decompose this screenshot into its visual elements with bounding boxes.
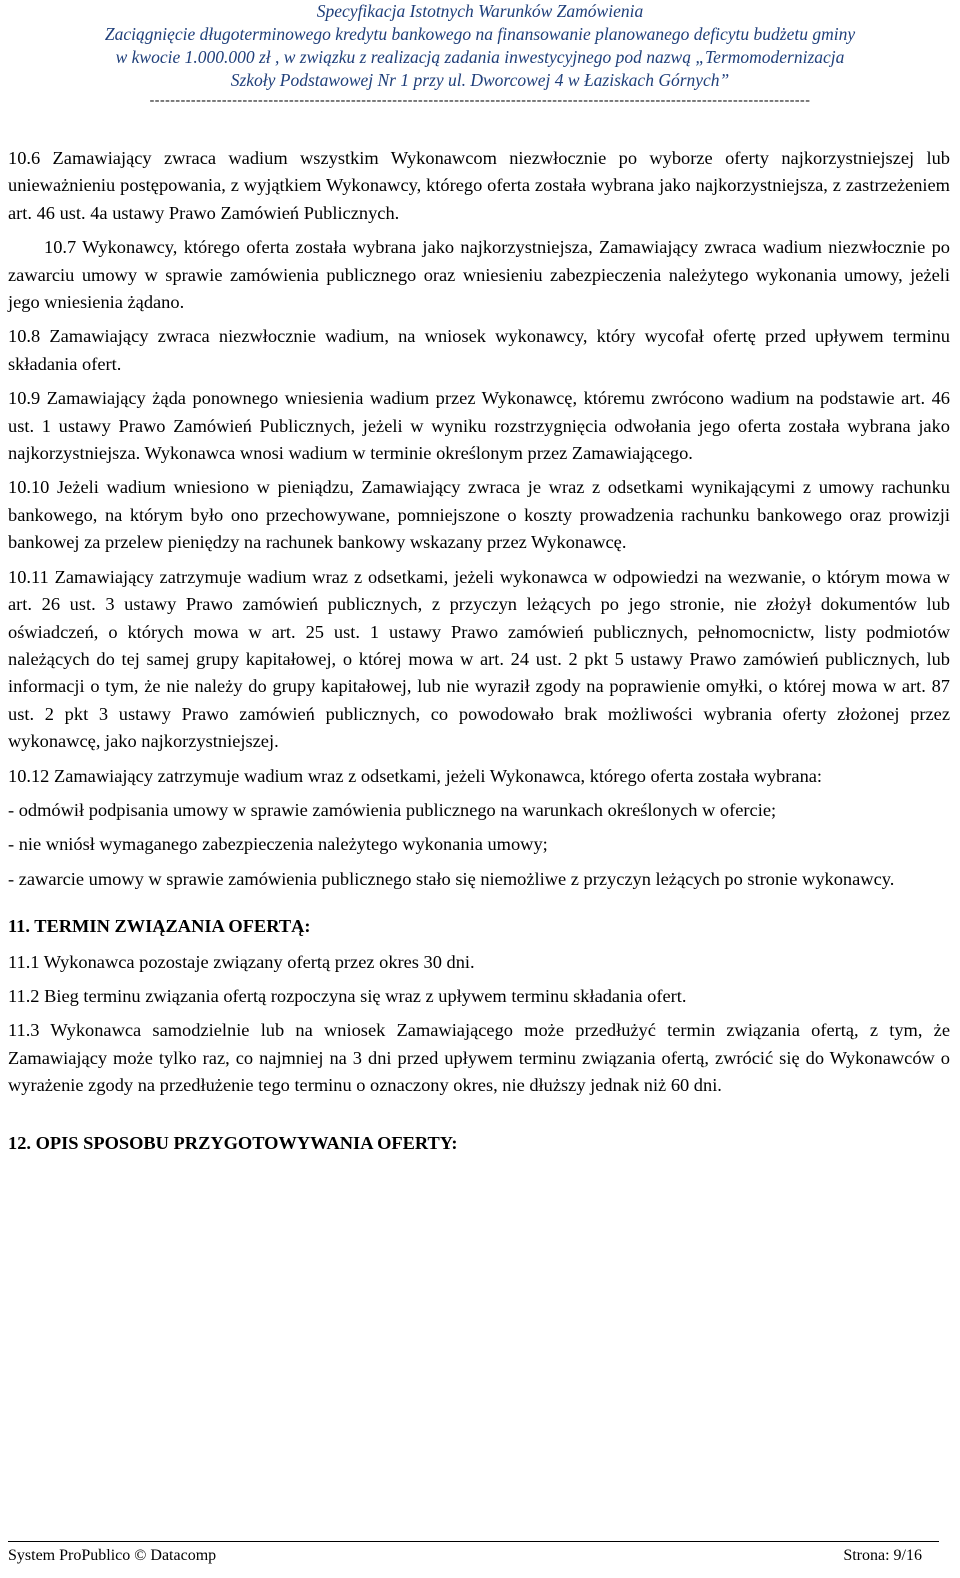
paragraph-10-7: 10.7 Wykonawcy, którego oferta została wybrana jako najkorzystniejsza, Zamawiający zwraca wadium niezwłocznie po zawarciu umowy w sprawie zamówienia publicznego oraz wniesieniu zabezpieczenia należytego wykonania umowy, jeżeli jego wniesienia żądano. — [8, 237, 950, 313]
header-title: Specyfikacja Istotnych Warunków Zamówienia — [316, 1, 644, 21]
footer-system-label: System ProPublico © Datacomp — [8, 1547, 217, 1564]
paragraph-11-3: 11.3 Wykonawca samodzielnie lub na wniosek Zamawiającego może przedłużyć termin związania ofertą, z tym, że Zamawiający może tylko raz, co najmniej na 3 dni przed upływem terminu związania ofertą, zwrócić się do Wykonawców o wyrażenie zgody na przedłużenie tego terminu o oznaczony okres, nie dłuższy jednak niż 60 dni. — [8, 1020, 950, 1096]
document-body — [8, 145, 950, 1165]
footer-divider — [8, 1541, 939, 1542]
paragraph-10-6: 10.6 Zamawiający zwraca wadium wszystkim Wykonawcom niezwłocznie po wyborze oferty najkorzystniejszej lub unieważnieniu postępowania, z wyjątkiem Wykonawcy, którego oferta została wybrana jako najkorzystniejsza, z zastrzeżeniem art. 46 ust. 4a ustawy Prawo Zamówień Publicznych. — [8, 148, 950, 223]
footer-page-number: Strona: 9/16 — [843, 1547, 922, 1564]
paragraph-10-8: 10.8 Zamawiający zwraca niezwłocznie wadium, na wniosek wykonawcy, który wycofał ofertę przed upływem terminu składania ofert. — [8, 326, 950, 374]
paragraph-10-11: 10.11 Zamawiający zatrzymuje wadium wraz z odsetkami, jeżeli wykonawca w odpowiedzi na wezwanie, o którym mowa w art. 26 ust. 3 ustawy Prawo zamówień publicznych, z przyczyn leżących po jego stronie, nie złożył dokumentów lub oświadczeń, o których mowa w art. 25 ust. 1 ustawy Prawo zamówień publicznych, pełnomocnictw, listy podmiotów należących do tej samej grupy kapitałowej, o której mowa w art. 24 ust. 2 pkt 5 ustawy Prawo zamówień publicznych, lub informacji o tym, że nie należy do grupy kapitałowej, lub nie wyraził zgody na poprawienie omyłki, o której mowa w art. 87 ust. 2 pkt 3 ustawy Prawo zamówień publicznych, co powodowało brak możliwości wybrania oferty złożonej przez wykonawcę, jako najkorzystniejszej. — [8, 566, 950, 752]
section-heading-12: 12. OPIS SPOSOBU PRZYGOTOWYWANIA OFERTY: — [8, 1132, 458, 1153]
list-item-refusal: - odmówił podpisania umowy w sprawie zamówienia publicznego na warunkach określonych w ofercie; — [8, 799, 777, 820]
header-separator: -------------------------------------------------------------------------------------------------------------------------------- — [149, 93, 811, 108]
paragraph-10-10: 10.10 Jeżeli wadium wniesiono w pieniądzu, Zamawiający zwraca je wraz z odsetkami wynikającymi z umowy rachunku bankowego, na którym było ono przechowywane, pomniejszone o koszty prowadzenia rachunku bankowego oraz prowizji bankowej za przelew pieniędzy na rachunek bankowy wskazany przez Wykonawcę. — [8, 477, 950, 553]
paragraph-11-1: 11.1 Wykonawca pozostaje związany ofertą przez okres 30 dni. — [8, 951, 475, 972]
list-item-security: - nie wniósł wymaganego zabezpieczenia należytego wykonania umowy; — [8, 834, 548, 855]
page-header — [0, 0, 960, 110]
header-subject-line-3: Szkoły Podstawowej Nr 1 przy ul. Dworcowej 4 w Łaziskach Górnych” — [230, 70, 730, 90]
header-subject-line-1: Zaciągnięcie długoterminowego kredytu bankowego na finansowanie planowanego deficytu budżetu gminy — [104, 24, 856, 44]
list-item-impossible: - zawarcie umowy w sprawie zamówienia publicznego stało się niemożliwe z przyczyn leżących po stronie wykonawcy. — [8, 868, 895, 889]
paragraph-10-9: 10.9 Zamawiający żąda ponownego wniesienia wadium przez Wykonawcę, któremu zwrócono wadium na podstawie art. 46 ust. 1 ustawy Prawo Zamówień Publicznych, jeżeli w wyniku rozstrzygnięcia odwołania jego oferta została wybrana jako najkorzystniejsza. Wykonawca wnosi wadium w terminie określonym przez Zamawiającego. — [8, 388, 950, 464]
section-heading-11: 11. TERMIN ZWIĄZANIA OFERTĄ: — [8, 916, 311, 937]
header-subject-line-2: w kwocie 1.000.000 zł , w związku z realizacją zadania inwestycyjnego pod nazwą „Termomodernizacja — [115, 47, 845, 67]
paragraph-10-12: 10.12 Zamawiający zatrzymuje wadium wraz z odsetkami, jeżeli Wykonawca, którego oferta została wybrana: — [8, 765, 823, 786]
paragraph-11-2: 11.2 Bieg terminu związania ofertą rozpoczyna się wraz z upływem terminu składania ofert. — [8, 985, 687, 1006]
